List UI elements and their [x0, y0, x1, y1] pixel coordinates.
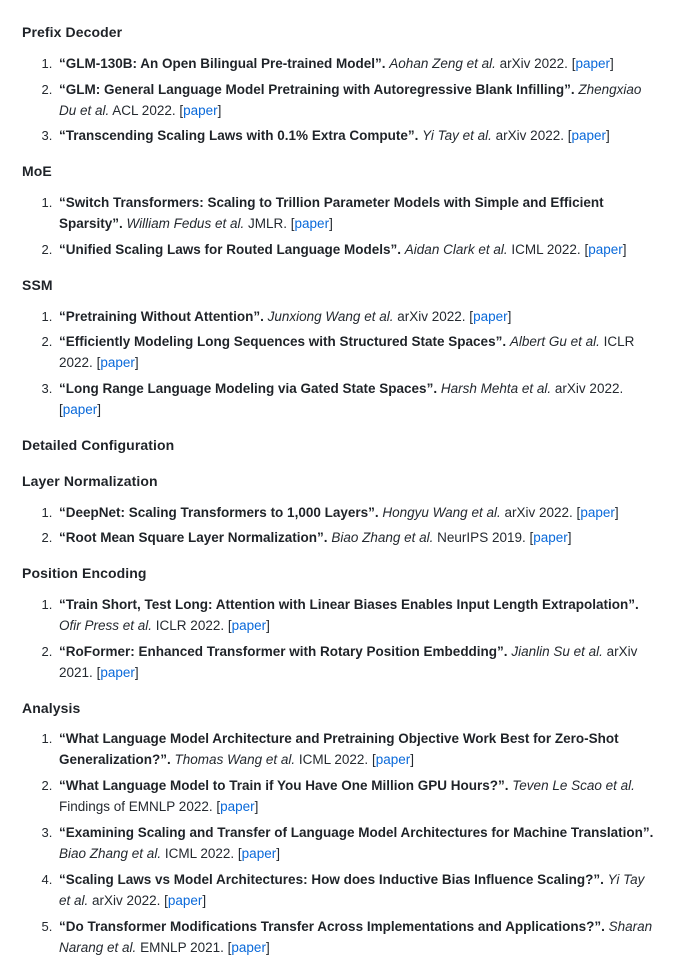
- reference-list: [22, 729, 655, 958]
- reference-venue: Findings of EMNLP 2022.: [59, 799, 213, 815]
- bracket-open: [: [227, 939, 232, 955]
- reference-venue: ICLR 2022.: [155, 617, 225, 633]
- reference-item: [56, 729, 655, 771]
- bracket-open: [: [237, 846, 242, 862]
- bracket-open: [: [96, 355, 101, 371]
- reference-item: [56, 503, 655, 524]
- reference-item: [56, 80, 655, 122]
- reference-item: [56, 870, 655, 912]
- bracket-open: [: [576, 504, 581, 520]
- bracket-close: ]: [134, 664, 139, 680]
- paper-link[interactable]: paper: [231, 617, 267, 633]
- reference-title: “Long Range Language Modeling via Gated State Spaces”.: [59, 381, 438, 397]
- paper-link[interactable]: paper: [588, 241, 623, 257]
- reference-venue: arXiv 2022.: [495, 128, 564, 144]
- reference-venue: EMNLP 2021.: [140, 939, 224, 955]
- paper-link[interactable]: paper: [220, 799, 255, 815]
- reference-title: “What Language Model Architecture and Pretraining Objective Work Best for Zero-Shot Generalization?”.: [59, 731, 619, 768]
- reference-title: “Transcending Scaling Laws with 0.1% Extra Compute”.: [59, 128, 419, 144]
- section-heading: Analysis: [22, 699, 81, 716]
- reference-venue: arXiv 2022.: [504, 504, 573, 520]
- reference-title: “Pretraining Without Attention”.: [59, 308, 264, 324]
- bracket-close: ]: [266, 617, 270, 633]
- bracket-open: [: [59, 402, 63, 418]
- paper-link[interactable]: paper: [580, 504, 615, 520]
- bracket-close: ]: [276, 846, 280, 862]
- bracket-open: [: [371, 752, 376, 768]
- reference-title: “Scaling Laws vs Model Architectures: How does Inductive Bias Influence Scaling?”.: [59, 871, 604, 887]
- reference-title: “Train Short, Test Long: Attention with Linear Biases Enables Input Length Extrapolation”.: [59, 597, 639, 613]
- bracket-close: ]: [410, 752, 414, 768]
- reference-list: [22, 54, 655, 148]
- reference-authors: Albert Gu et al.: [509, 334, 600, 350]
- reference-authors: Biao Zhang et al.: [331, 530, 434, 546]
- reference-authors: Biao Zhang et al.: [59, 846, 162, 862]
- section-heading: MoE: [22, 163, 52, 180]
- bracket-open: [: [227, 617, 232, 633]
- reference-authors: Ofir Press et al.: [59, 617, 153, 633]
- reference-venue: arXiv 2022.: [397, 308, 466, 324]
- reference-authors: Harsh Mehta et al.: [440, 381, 552, 397]
- reference-title: “Efficiently Modeling Long Sequences with Structured State Spaces”.: [59, 334, 507, 350]
- reference-title: “GLM-130B: An Open Bilingual Pre-trained Model”.: [59, 55, 386, 71]
- paper-link[interactable]: paper: [375, 752, 411, 768]
- bracket-open: [: [571, 55, 576, 71]
- reference-title: “Do Transformer Modifications Transfer Across Implementations and Applications?”.: [59, 918, 605, 934]
- reference-title: “Switch Transformers: Scaling to Trillion Parameter Models with Simple and Efficient Sparsity”.: [59, 195, 604, 231]
- paper-link[interactable]: paper: [100, 355, 135, 371]
- reference-venue: arXiv 2022.: [554, 381, 624, 397]
- bracket-open: [: [584, 241, 589, 257]
- reference-item: [56, 126, 655, 147]
- bracket-close: ]: [265, 939, 270, 955]
- section-heading: Layer Normalization: [22, 472, 158, 489]
- reference-title: “Examining Scaling and Transfer of Language Model Architectures for Machine Translation”.: [59, 825, 654, 841]
- bracket-close: ]: [614, 504, 619, 520]
- reference-authors: Junxiong Wang et al.: [267, 308, 394, 324]
- reference-title: “What Language Model to Train if You Have One Million GPU Hours?”.: [59, 778, 509, 794]
- reference-sections: [22, 22, 655, 959]
- reference-item: [56, 193, 655, 235]
- paper-link[interactable]: paper: [183, 102, 218, 118]
- bracket-open: [: [179, 102, 184, 118]
- reference-item: [56, 823, 655, 865]
- reference-venue: arXiv 2022.: [92, 892, 161, 908]
- section-heading: Position Encoding: [22, 565, 147, 582]
- reference-authors: Yi Tay et al.: [59, 871, 645, 908]
- paper-link[interactable]: paper: [100, 664, 135, 680]
- bracket-close: ]: [134, 355, 139, 371]
- reference-item: [56, 240, 655, 261]
- reference-authors: Thomas Wang et al.: [174, 752, 296, 768]
- reference-list: [22, 307, 655, 422]
- reference-authors: Aohan Zeng et al.: [389, 55, 496, 71]
- reference-authors: Aidan Clark et al.: [404, 241, 508, 257]
- section-heading: Prefix Decoder: [22, 24, 123, 40]
- bracket-close: ]: [329, 215, 333, 231]
- bracket-close: ]: [97, 402, 102, 418]
- bracket-open: [: [290, 215, 295, 231]
- paper-link[interactable]: paper: [62, 402, 98, 418]
- bracket-open: [: [216, 799, 221, 815]
- reference-venue: ACL 2022.: [112, 102, 176, 118]
- reference-authors: Sharan Narang et al.: [59, 918, 653, 955]
- bracket-close: ]: [610, 55, 614, 71]
- reference-authors: Teven Le Scao et al.: [512, 778, 635, 794]
- bracket-close: ]: [567, 530, 572, 546]
- reference-authors: Yi Tay et al.: [422, 128, 492, 144]
- reference-item: [56, 332, 655, 374]
- reference-item: [56, 379, 655, 421]
- reference-venue: ICML 2022.: [164, 846, 235, 862]
- bracket-close: ]: [622, 241, 627, 257]
- paper-link[interactable]: paper: [167, 892, 203, 908]
- bracket-open: [: [164, 892, 168, 908]
- bracket-close: ]: [606, 128, 610, 144]
- bracket-open: [: [96, 664, 101, 680]
- reference-title: “Root Mean Square Layer Normalization”.: [59, 530, 328, 546]
- reference-title: “GLM: General Language Model Pretraining with Autoregressive Blank Infilling”.: [59, 81, 575, 97]
- reference-authors: William Fedus et al.: [126, 215, 245, 231]
- reference-venue: arXiv 2022.: [499, 55, 568, 71]
- bracket-open: [: [529, 530, 534, 546]
- paper-link[interactable]: paper: [473, 308, 508, 324]
- reference-authors: Zhengxiao Du et al.: [59, 81, 642, 118]
- paper-link[interactable]: paper: [575, 55, 610, 71]
- reference-item: [56, 642, 655, 684]
- top-spacer: [22, 0, 655, 8]
- reference-title: “Unified Scaling Laws for Routed Language Models”.: [59, 241, 402, 257]
- reference-venue: ICML 2022.: [298, 752, 369, 768]
- reference-venue: NeurIPS 2019.: [437, 530, 526, 546]
- reference-list: [22, 503, 655, 550]
- bracket-close: ]: [202, 892, 207, 908]
- reference-authors: Jianlin Su et al.: [511, 643, 603, 659]
- reference-venue: ICLR 2022.: [59, 334, 635, 371]
- reference-list: [22, 193, 655, 261]
- paper-link[interactable]: paper: [533, 530, 568, 546]
- bracket-close: ]: [217, 102, 222, 118]
- reference-item: [56, 528, 655, 549]
- reference-title: “RoFormer: Enhanced Transformer with Rotary Position Embedding”.: [59, 643, 508, 659]
- bracket-open: [: [567, 128, 572, 144]
- section-heading: Detailed Configuration: [22, 437, 175, 454]
- reference-item: [56, 595, 655, 637]
- reference-item: [56, 917, 655, 959]
- paper-link[interactable]: paper: [571, 128, 607, 144]
- reference-item: [56, 776, 655, 818]
- bracket-open: [: [469, 308, 474, 324]
- reference-venue: arXiv 2021.: [59, 643, 638, 680]
- reference-item: [56, 307, 655, 328]
- reference-venue: ICML 2022.: [511, 241, 581, 257]
- bracket-close: ]: [507, 308, 512, 324]
- paper-link[interactable]: paper: [294, 215, 330, 231]
- reference-title: “DeepNet: Scaling Transformers to 1,000 Layers”.: [59, 504, 379, 520]
- paper-link[interactable]: paper: [231, 939, 266, 955]
- reference-venue: JMLR.: [247, 215, 287, 231]
- paper-link[interactable]: paper: [241, 846, 277, 862]
- section-heading: SSM: [22, 276, 53, 293]
- reference-list: [22, 595, 655, 684]
- bracket-close: ]: [254, 799, 259, 815]
- reference-item: [56, 54, 655, 75]
- reference-authors: Hongyu Wang et al.: [382, 504, 501, 520]
